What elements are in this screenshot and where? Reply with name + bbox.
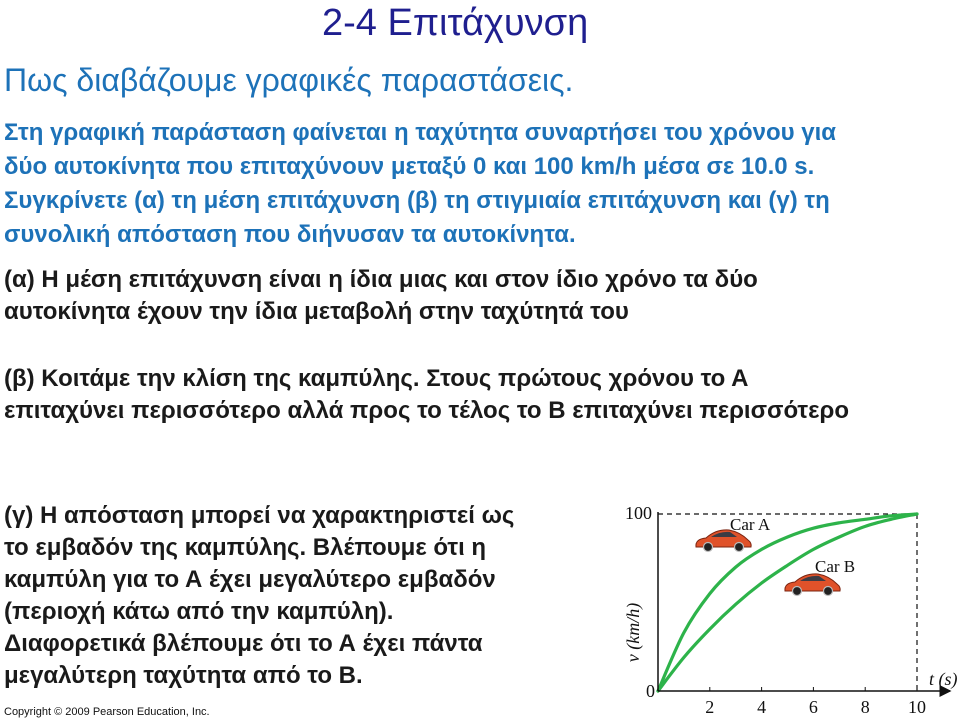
y-tick-labels xyxy=(625,503,652,523)
answer-line: (γ) Η απόσταση μπορεί να χαρακτηριστεί ως xyxy=(4,502,515,529)
car-wheel xyxy=(824,587,833,596)
car-wheel xyxy=(735,543,744,552)
x-tick-labels xyxy=(646,681,926,717)
velocity-time-chart xyxy=(612,496,960,720)
x-tick-label: 6 xyxy=(808,697,818,717)
answer-line: (β) Κοιτάμε την κλίση της καμπύλης. Στους πρώτους χρόνου το Α xyxy=(4,365,749,392)
problem-line: δύο αυτοκίνητα που επιταχύνουν μεταξύ 0 και 100 km/h μέσα σε 10.0 s. xyxy=(4,153,815,180)
car-b-label: Car B xyxy=(815,557,856,576)
problem-line: Συγκρίνετε (α) τη μέση επιτάχυνση (β) τη στιγμιαία επιτάχυνση και (γ) τη xyxy=(4,187,830,214)
answer-line: (α) Η μέση επιτάχυνση είναι η ίδια μιας και στον ίδιο χρόνο τα δύο xyxy=(4,266,758,293)
car-b-curve xyxy=(658,514,917,691)
problem-statement xyxy=(4,116,956,252)
answer-line: μεγαλύτερη ταχύτητα από το Β. xyxy=(4,662,363,689)
car-wheel xyxy=(704,543,713,552)
car-wheel xyxy=(793,587,802,596)
car-a-curve xyxy=(658,514,917,691)
answer-c xyxy=(4,500,514,692)
x-tick-label: 4 xyxy=(757,697,767,717)
y-tick-label: 100 xyxy=(625,503,652,523)
answer-a xyxy=(4,264,758,328)
copyright-notice: Copyright © 2009 Pearson Education, Inc. xyxy=(4,706,210,718)
problem-line: Στη γραφική παράσταση φαίνεται η ταχύτητα συναρτήσει του χρόνου για xyxy=(4,119,837,146)
slide-title: 2-4 Επιτάχυνση xyxy=(322,2,589,44)
x-tick-label: 2 xyxy=(705,697,715,717)
answer-line: (περιοχή κάτω από την καμπύλη). xyxy=(4,598,394,625)
answer-line: αυτοκίνητα έχουν την ίδια μεταβολή στην ταχύτητά του xyxy=(4,298,629,325)
answer-line: καμπύλη για το Α έχει μεγαλύτερο εμβαδόν xyxy=(4,566,496,593)
answer-b xyxy=(4,363,849,427)
x-tick-label: 10 xyxy=(908,697,926,717)
answer-line: επιταχύνει περισσότερο αλλά προς το τέλος το Β επιταχύνει περισσότερο xyxy=(4,397,850,424)
series-layer xyxy=(658,514,917,691)
x-axis-label: t (s) xyxy=(929,669,958,689)
slide-subtitle: Πως διαβάζουμε γραφικές παραστάσεις. xyxy=(4,62,574,98)
car-a-label: Car A xyxy=(730,515,771,534)
x-tick-label: 8 xyxy=(860,697,870,717)
grid-layer xyxy=(658,514,917,691)
x-tick-label: 0 xyxy=(646,681,655,701)
car-b-icon xyxy=(785,574,840,596)
answer-line: Διαφορετικά βλέπουμε ότι το Α έχει πάντα xyxy=(4,630,483,657)
answer-line: το εμβαδόν της καμπύλης. Βλέπουμε ότι η xyxy=(4,534,487,561)
problem-line: συνολική απόσταση που διήνυσαν τα αυτοκίνητα. xyxy=(4,221,576,248)
y-axis-label: v (km/h) xyxy=(623,602,643,663)
